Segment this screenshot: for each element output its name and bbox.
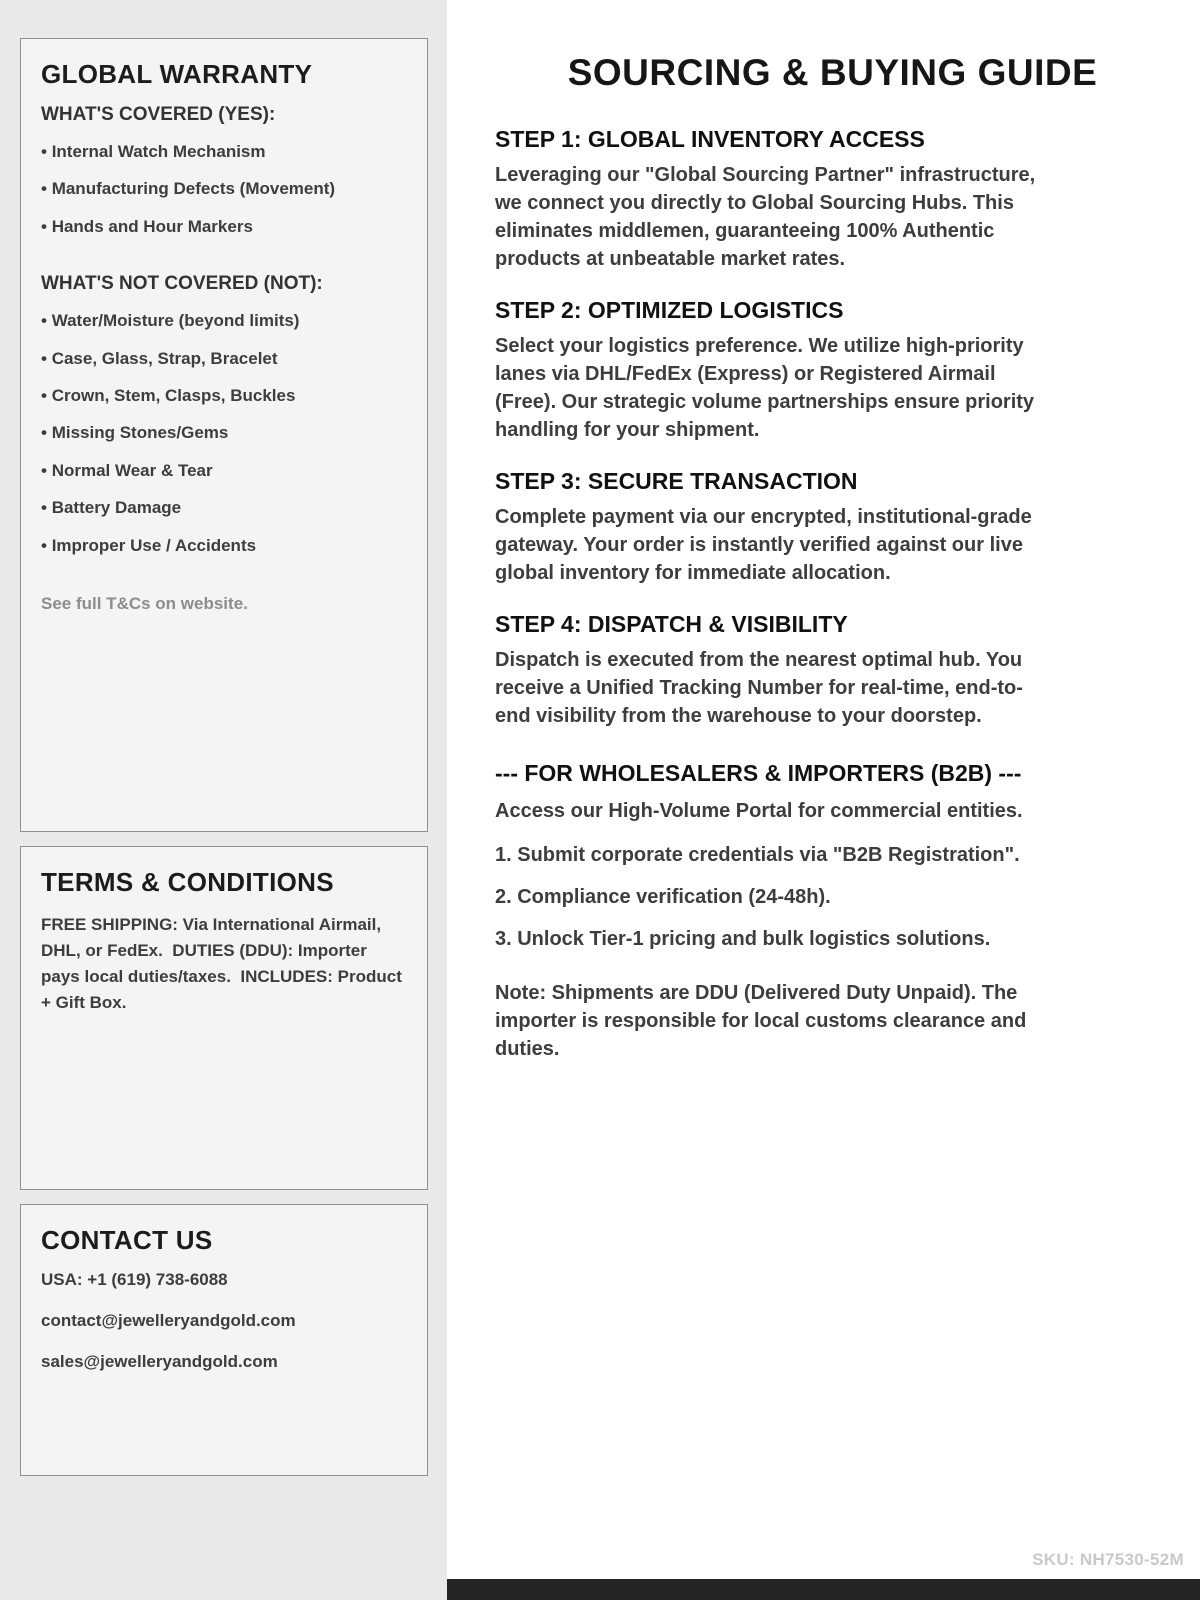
warranty-title: GLOBAL WARRANTY (41, 59, 313, 89)
step-4-heading: STEP 4: DISPATCH & VISIBILITY (495, 611, 848, 637)
step-3-body: Complete payment via our encrypted, institutional-grade gateway. Your order is instantly verified against our live global inventory for immediate allocation. (495, 506, 1032, 584)
warranty-footnote: See full T&Cs on website. (41, 593, 248, 613)
step-4-section (495, 611, 1055, 730)
list-item: • Manufacturing Defects (Movement) (41, 179, 407, 199)
list-item: • Missing Stones/Gems (41, 423, 407, 443)
contact-phone: USA: +1 (619) 738-6088 (41, 1270, 228, 1289)
step-3-section (495, 468, 1055, 587)
covered-heading: WHAT'S COVERED (YES): (41, 104, 276, 125)
list-item: 1. Submit corporate credentials via "B2B Registration". (495, 844, 1020, 866)
step-4-body: Dispatch is executed from the nearest optimal hub. You receive a Unified Tracking Number for real-time, end-to-end visibility from the warehouse to your doorstep. (495, 649, 1023, 727)
warranty-panel (20, 38, 428, 832)
page-title: SOURCING & BUYING GUIDE (567, 52, 1098, 93)
step-2-heading: STEP 2: OPTIMIZED LOGISTICS (495, 297, 844, 323)
list-item: • Battery Damage (41, 498, 407, 518)
step-1-body: Leveraging our "Global Sourcing Partner" infrastructure, we connect you directly to Global Sourcing Hubs. This eliminates middlemen, guaranteeing 100% Authentic products at unbeatable market rates. (495, 164, 1036, 270)
contact-title: CONTACT US (41, 1225, 213, 1255)
contact-email-primary: contact@jewelleryandgold.com (41, 1311, 296, 1330)
guide-content (495, 126, 1055, 1063)
contact-email-sales: sales@jewelleryandgold.com (41, 1352, 278, 1371)
not-covered-heading: WHAT'S NOT COVERED (NOT): (41, 273, 323, 295)
contact-panel (20, 1204, 428, 1476)
step-2-body: Select your logistics preference. We utilize high-priority lanes via DHL/FedEx (Express) or Registered Airmail (Free). Our strategic volume partnerships ensure priority handling for your shipment. (495, 335, 1035, 441)
step-1-section (495, 126, 1055, 273)
step-1-heading: STEP 1: GLOBAL INVENTORY ACCESS (495, 126, 925, 152)
b2b-heading: --- FOR WHOLESALERS & IMPORTERS (B2B) --- (495, 760, 1022, 786)
step-3-heading: STEP 3: SECURE TRANSACTION (495, 468, 858, 494)
terms-panel (20, 846, 428, 1190)
list-item: • Hands and Hour Markers (41, 217, 407, 237)
footer-bar (447, 1579, 1200, 1600)
list-item: • Case, Glass, Strap, Bracelet (41, 349, 407, 369)
terms-title: TERMS & CONDITIONS (41, 867, 334, 897)
covered-list (41, 142, 407, 237)
terms-body: FREE SHIPPING: Via International Airmail, DHL, or FedEx. DUTIES (DDU): Importer pays local duties/taxes. INCLUDES: Product + Gift Box. (41, 915, 407, 1012)
b2b-section (495, 760, 1055, 1063)
list-item: 3. Unlock Tier-1 pricing and bulk logistics solutions. (495, 928, 991, 950)
sidebar (0, 0, 447, 1600)
list-item: 2. Compliance verification (24-48h). (495, 886, 831, 908)
list-item: • Water/Moisture (beyond limits) (41, 311, 407, 331)
list-item: • Improper Use / Accidents (41, 536, 407, 556)
main-content (447, 0, 1200, 1600)
list-item: • Internal Watch Mechanism (41, 142, 407, 162)
not-covered-list (41, 311, 407, 556)
step-2-section (495, 297, 1055, 444)
sku-label: SKU: NH7530-52M (1032, 1550, 1184, 1569)
list-item: • Normal Wear & Tear (41, 461, 407, 481)
list-item: • Crown, Stem, Clasps, Buckles (41, 386, 407, 406)
b2b-intro: Access our High-Volume Portal for commercial entities. (495, 800, 1023, 822)
b2b-list (495, 841, 1055, 953)
b2b-note: Note: Shipments are DDU (Delivered Duty Unpaid). The importer is responsible for local customs clearance and duties. (495, 982, 1027, 1060)
